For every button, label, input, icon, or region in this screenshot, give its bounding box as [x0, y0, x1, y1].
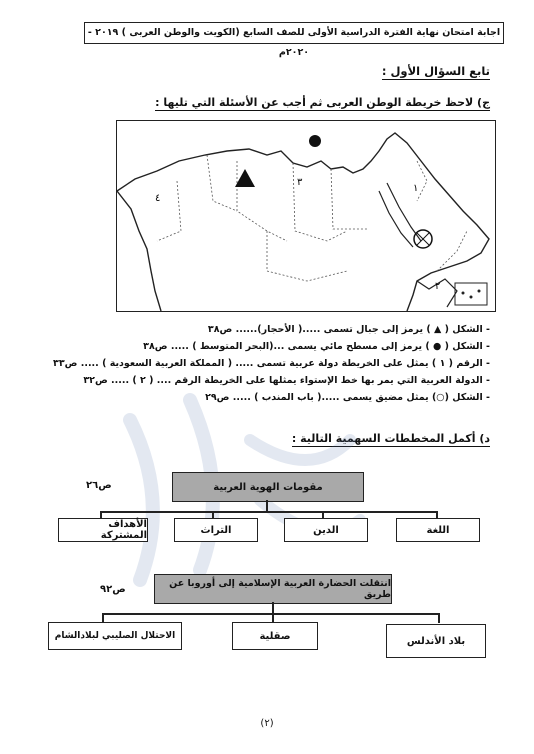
part-d-title: د) أكمل المخططات السهمية التالية :: [291, 432, 490, 445]
answer-row: - الشكل ( ▲ ) يرمز إلى جبال تسمى .....( الأحجار)...... ص٣٨: [207, 324, 490, 335]
question-continued-title: تابع السؤال الأول :: [381, 64, 490, 78]
map-label-2: ٢: [435, 281, 441, 292]
connector: [100, 511, 436, 513]
diagram2-item: صقلية: [232, 622, 318, 650]
diagram1-item: الدين: [284, 518, 368, 542]
map-label-1: ١: [413, 183, 419, 194]
diagram1-item: الأهداف المشتركة: [58, 518, 148, 542]
diagram2-title-box: انتقلت الحضارة العربية الإسلامية إلى أوروبا عن طريق: [154, 574, 392, 604]
diagram2-page-ref: ص٩٢: [100, 584, 126, 595]
diagram1-item: اللغة: [396, 518, 480, 542]
sea-dot-icon: [309, 135, 321, 147]
diagram2-item: بلاد الأندلس: [386, 624, 486, 658]
map-label-4: ٤: [155, 193, 161, 204]
mountain-triangle-icon: [235, 169, 255, 187]
answer-row: - الشكل ( ● ) يرمز إلى مسطح مائي يسمى ...(البحر المتوسط ) ..... ص٣٨: [143, 341, 490, 352]
map-label-3: ٣: [297, 177, 303, 188]
map-outline: [117, 121, 495, 311]
diagram1-title-box: مقومات الهوية العربية: [172, 472, 364, 502]
diagram1-item: التراث: [174, 518, 258, 542]
diagram2-item: الاحتلال الصليبي لبلادالشام: [48, 622, 182, 650]
exam-header: اجابة امتحان نهاية الفترة الدراسية الأولى للصف السابع (الكويت والوطن العربى ) ٢٠١٩ - ٢٠٢٠م: [84, 22, 504, 44]
connector: [438, 613, 440, 623]
answer-row: - الرقم ( ١ ) يمثل على الخريطة دولة عربية تسمى ..... ( المملكة العربية السعودية ) ..... ص٣٣: [53, 358, 490, 369]
answer-row: - الشكل (○) يمثل مضيق يسمى .....( باب المندب ) ..... ص٢٩: [205, 392, 490, 403]
part-c-title: ج) لاحظ خريطة الوطن العربى ثم أجب عن الأسئلة التي تليها :: [155, 96, 490, 109]
diagram1-page-ref: ص٢٦: [86, 480, 112, 491]
answer-row: - الدولة العربية التي يمر بها خط الإستواء يمثلها على الخريطة الرقم .... ( ٢ ) ..... ص٣٢: [83, 375, 490, 386]
page-number: (٢): [260, 718, 274, 729]
arab-world-map: [116, 120, 496, 312]
connector: [102, 613, 438, 615]
